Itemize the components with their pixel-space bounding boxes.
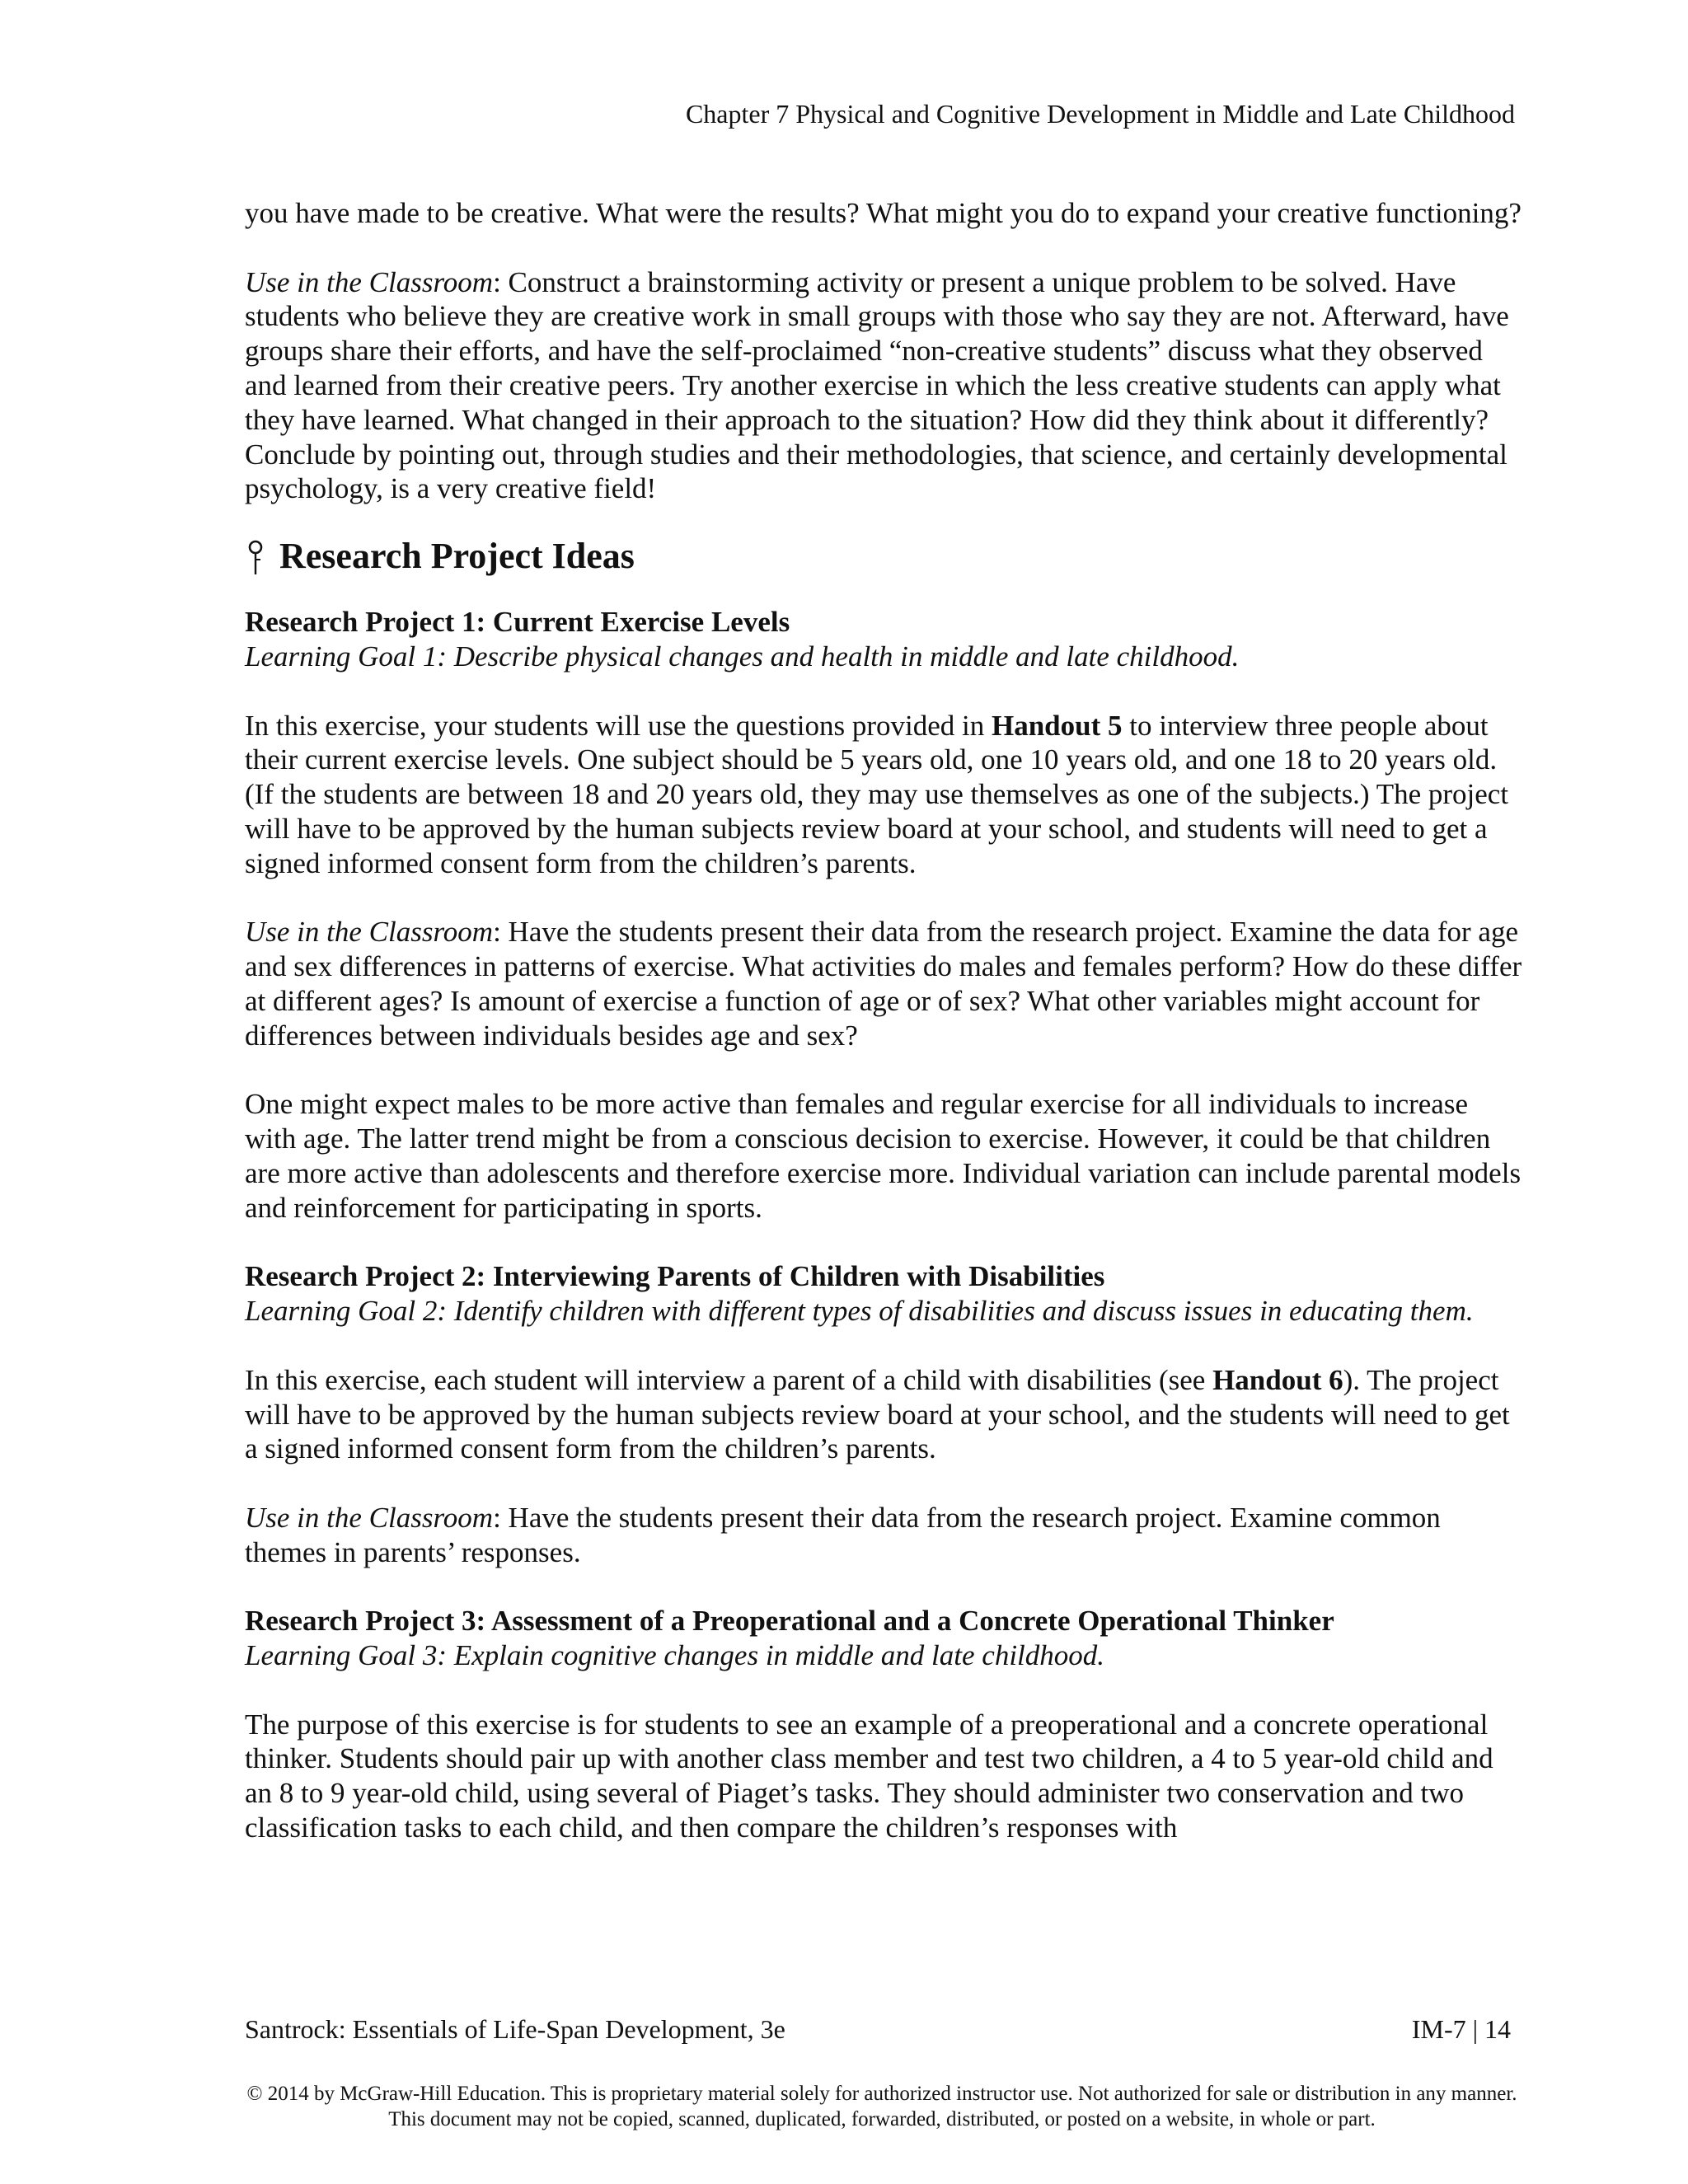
project-3-goal: Learning Goal 3: Explain cognitive changes in middle and late childhood. xyxy=(245,1639,1105,1672)
running-header: Chapter 7 Physical and Cognitive Development in Middle and Late Childhood xyxy=(685,99,1515,129)
project-2-goal: Learning Goal 2: Identify children with different types of disabilities and discuss issues in educating them. xyxy=(245,1295,1474,1328)
intro-continuation: you have made to be creative. What were the results? What might you do to expand your creative functioning? xyxy=(245,197,1522,229)
project-1-classroom xyxy=(245,915,1522,1052)
project-2-body xyxy=(245,1363,1522,1466)
copyright-notice: © 2014 by McGraw-Hill Education. This is proprietary material solely for authorized instructor use. Not authorized for sale or distribution in any manner. This document may not be copied, scanned, duplicated, forwarded, distributed, or posted on a website, in whole or part. xyxy=(246,2083,1517,2130)
handout-5-reference: Handout 5 xyxy=(991,709,1123,742)
project-1-body-post: to interview three people about their current exercise levels. One subject should be 5 years old, one 10 years old, and one 18 to 20 years old. (If the students are between 18 and 20 years old, they may use themselves as one of the subjects.) The project will have to be approved by the human subjects review board at your school, and students will need to get a signed informed consent form from the children’s parents. xyxy=(245,709,1509,879)
page-content xyxy=(245,196,1522,1845)
project-1-body xyxy=(245,709,1522,881)
project-2-body-pre: In this exercise, each student will interview a parent of a child with disabilities (see xyxy=(245,1363,1213,1396)
classroom-text: : Construct a brainstorming activity or present a unique problem to be solved. Have students who believe they are creative work in small groups with those who say they are not. Afterward, have groups share their efforts, and have the self-proclaimed “non-creative students” discuss what they observed and learned from their creative peers. Try another exercise in which the less creative students can apply what they have learned. What changed in their approach to the situation? How did they think about it differently? Conclude by pointing out, through studies and their methodologies, that science, and certainly developmental psychology, is a very creative field! xyxy=(245,265,1509,505)
intro-classroom-paragraph xyxy=(245,265,1522,507)
project-1-body-pre: In this exercise, your students will use the questions provided in xyxy=(245,709,992,742)
section-heading-text: Research Project Ideas xyxy=(279,536,635,577)
handout-6-reference: Handout 6 xyxy=(1212,1363,1343,1396)
classroom-text: : Have the students present their data from the research project. Examine common themes in parents’ responses. xyxy=(245,1501,1441,1568)
classroom-text: : Have the students present their data from the research project. Examine the data for age and sex differences in patterns of exercise. What activities do males and females perform? How do these differ at different ages? Is amount of exercise a function of age or of sex? What other variables might account for differences between individuals besides age and sex? xyxy=(245,916,1522,1052)
project-1-title: Research Project 1: Current Exercise Levels xyxy=(245,606,790,639)
project-2-classroom xyxy=(245,1501,1522,1570)
classroom-label: Use in the Classroom xyxy=(245,265,494,298)
pin-icon xyxy=(245,540,266,576)
project-3-title: Research Project 3: Assessment of a Preoperational and a Concrete Operational Thinker xyxy=(245,1605,1334,1638)
project-3-body: The purpose of this exercise is for students to see an example of a preoperational and a concrete operational thinker. Students should pair up with another class member and test two children, a 4 to 5 year-old child and an 8 to 9 year-old child, using several of Piaget’s tasks. They should administer two conservation and two classification tasks to each child, and then compare the children’s responses with xyxy=(245,1708,1493,1844)
project-2-body-post: ). The project will have to be approved by the human subjects review board at your school, and the students will need to get a signed informed consent form from the children’s parents. xyxy=(245,1363,1510,1465)
project-1-goal: Learning Goal 1: Describe physical changes and health in middle and late childhood. xyxy=(245,640,1240,673)
classroom-label: Use in the Classroom xyxy=(245,916,494,949)
footer-book-title: Santrock: Essentials of Life-Span Development, 3e xyxy=(245,2014,785,2044)
project-1-expectation: One might expect males to be more active than females and regular exercise for all individuals to increase with age. The latter trend might be from a conscious decision to exercise. However, it could be that children are more active than adolescents and therefore exercise more. Individual variation can include parental models and reinforcement for participating in sports. xyxy=(245,1088,1522,1224)
classroom-label: Use in the Classroom xyxy=(245,1501,494,1534)
project-2-title: Research Project 2: Interviewing Parents of Children with Disabilities xyxy=(245,1260,1105,1293)
section-heading xyxy=(245,534,1522,579)
footer-page-number: IM-7 | 14 xyxy=(1411,2014,1511,2044)
